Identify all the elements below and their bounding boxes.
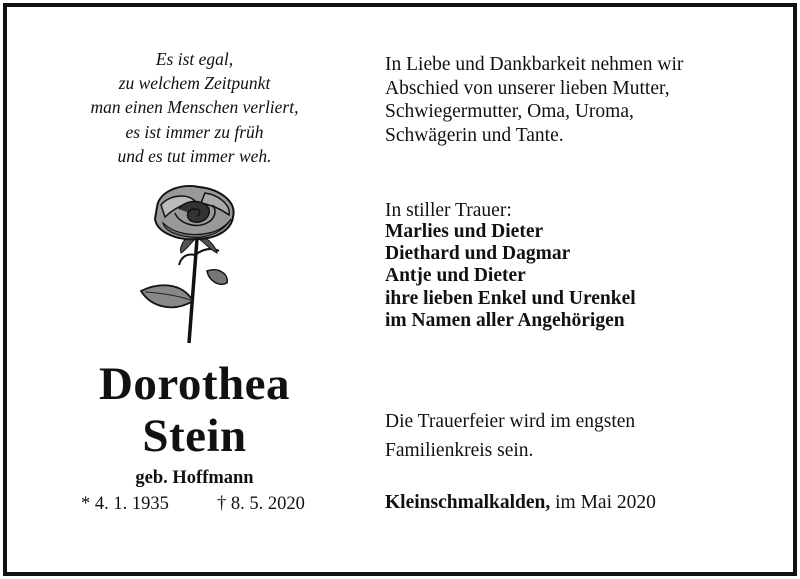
quote-line: und es tut immer weh. xyxy=(117,145,272,166)
deceased-first-name: Dorothea xyxy=(98,358,291,410)
farewell-text xyxy=(385,53,683,147)
mourner-name: Diethard und Dagmar xyxy=(385,243,571,265)
quote-line: es ist immer zu früh xyxy=(125,121,264,142)
farewell-line: In Liebe und Dankbarkeit nehmen wir xyxy=(385,54,684,75)
quote-line: Es ist egal, xyxy=(155,49,234,69)
mourner-name: Marlies und Dieter xyxy=(385,221,544,242)
memorial-quote xyxy=(7,47,382,168)
birth-name: geb. Hoffmann xyxy=(135,468,254,488)
place-name: Kleinschmalkalden, xyxy=(385,492,551,513)
farewell-line: Schwägerin und Tante. xyxy=(385,124,564,146)
funeral-notice xyxy=(385,407,635,465)
rose-icon xyxy=(135,183,247,349)
mourner-name: im Namen aller Angehörigen xyxy=(385,309,625,331)
farewell-line: Abschied von unserer lieben Mutter, xyxy=(385,77,670,99)
mourner-name: Antje und Dieter xyxy=(385,265,526,287)
quote-line: man einen Menschen verliert, xyxy=(90,97,299,118)
funeral-line: Familienkreis sein. xyxy=(385,440,534,461)
mourners-list xyxy=(385,221,636,332)
quote-line: zu welchem Zeitpunkt xyxy=(118,73,271,94)
farewell-line: Schwiegermutter, Oma, Uroma, xyxy=(385,101,634,122)
right-column xyxy=(385,7,785,572)
death-date: † 8. 5. 2020 xyxy=(217,494,305,514)
closing-date: im Mai 2020 xyxy=(550,492,656,513)
obituary-card xyxy=(3,3,797,576)
place-and-date xyxy=(385,492,656,514)
mourning-label: In stiller Trauer: xyxy=(385,200,512,221)
birth-date: * 4. 1. 1935 xyxy=(81,494,169,514)
left-column xyxy=(7,7,382,572)
deceased-last-name: Stein xyxy=(142,410,247,462)
funeral-line: Die Trauerfeier wird im engsten xyxy=(385,411,636,432)
mourner-name: ihre lieben Enkel und Urenkel xyxy=(385,287,636,309)
